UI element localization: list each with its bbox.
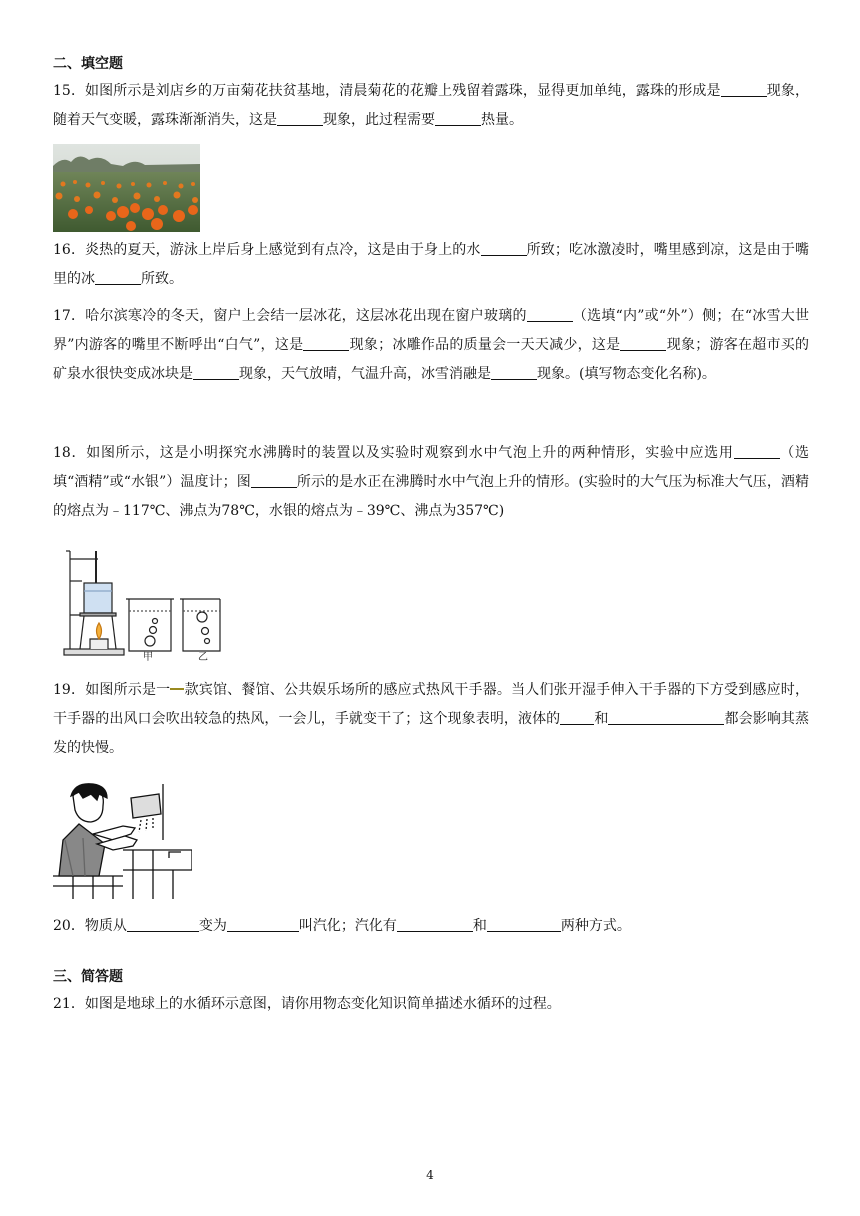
answer-blank[interactable] (435, 110, 481, 126)
answer-blank[interactable] (608, 709, 724, 725)
answer-blank[interactable] (397, 916, 473, 932)
answer-blank[interactable] (251, 472, 297, 488)
answer-blank[interactable] (487, 916, 561, 932)
underline-mark (170, 688, 184, 690)
answer-blank[interactable] (277, 110, 323, 126)
answer-blank[interactable] (95, 269, 141, 285)
answer-blank[interactable] (560, 709, 594, 725)
answer-blank[interactable] (303, 335, 349, 351)
hand-dryer-illustration (53, 780, 192, 899)
section-heading-short-answer: 三、简答题 (53, 969, 123, 985)
answer-blank[interactable] (734, 443, 780, 459)
question-20: 20．物质从 变为 叫汽化；汽化有 和 两种方式。 (53, 918, 631, 934)
answer-blank[interactable] (527, 306, 573, 322)
page-number: 4 (426, 1168, 434, 1182)
boiling-experiment-figure (62, 547, 222, 661)
answer-blank[interactable] (620, 335, 666, 351)
figure-label-yi: 乙 (198, 652, 208, 661)
answer-blank[interactable] (721, 81, 767, 97)
question-18: 18．如图所示，这是小明探究水沸腾时的装置以及实验时观察到水中气泡上升的两种情形，实验中应选用 （选填“酒精”或“水银”）温度计；图 所示的是水正在沸腾时水中气泡上升的情形。(实验时的大气压为标准大气压，酒精的熔点为﹣117℃、沸点为78℃，水银的熔点为﹣39℃、沸点为357℃) (53, 445, 810, 519)
answer-blank[interactable] (193, 364, 239, 380)
figure-label-jia: 甲 (143, 652, 153, 661)
answer-blank[interactable] (481, 240, 527, 256)
question-16: 16．炎热的夏天，游泳上岸后身上感觉到有点冷，这是由于身上的水 所致；吃冰激凌时，嘴里感到凉，这是由于嘴里的冰 所致。 (53, 242, 809, 287)
question-21: 21．如图是地球上的水循环示意图，请你用物态变化知识简单描述水循环的过程。 (53, 996, 561, 1012)
question-17: 17．哈尔滨寒冷的冬天，窗户上会结一层冰花，这层冰花出现在窗户玻璃的 （选填“内”或“外”）侧；在“冰雪大世界”内游客的嘴里不断呼出“白气”，这是 现象；冰雕作品的质量会一天天减少，这是 现象；游客在超市买的矿泉水很快变成冰块是 现象，天气放晴，气温升高，冰雪消融是 现象。(填写物态变化名称)。 (53, 308, 810, 382)
question-19: 19．如图所示是一 款宾馆、餐馆、公共娱乐场所的感应式热风干手器。当人们张开湿手伸入干手器的下方受到感应时，干手器的出风口会吹出较急的热风，一会儿，手就变干了；这个现象表明，液体的 和 都会影响其蒸发的快慢。 (53, 682, 810, 756)
question-15: 15．如图所示是刘店乡的万亩菊花扶贫基地，清晨菊花的花瓣上残留着露珠，显得更加单纯，露珠的形成是 现象，随着天气变暖，露珠渐渐消失，这是 现象，此过程需要 热量。 (53, 83, 810, 128)
marigold-field-photo (53, 144, 200, 232)
section-heading-fill-blank: 二、填空题 (53, 56, 123, 72)
answer-blank[interactable] (491, 364, 537, 380)
answer-blank[interactable] (227, 916, 299, 932)
answer-blank[interactable] (127, 916, 199, 932)
